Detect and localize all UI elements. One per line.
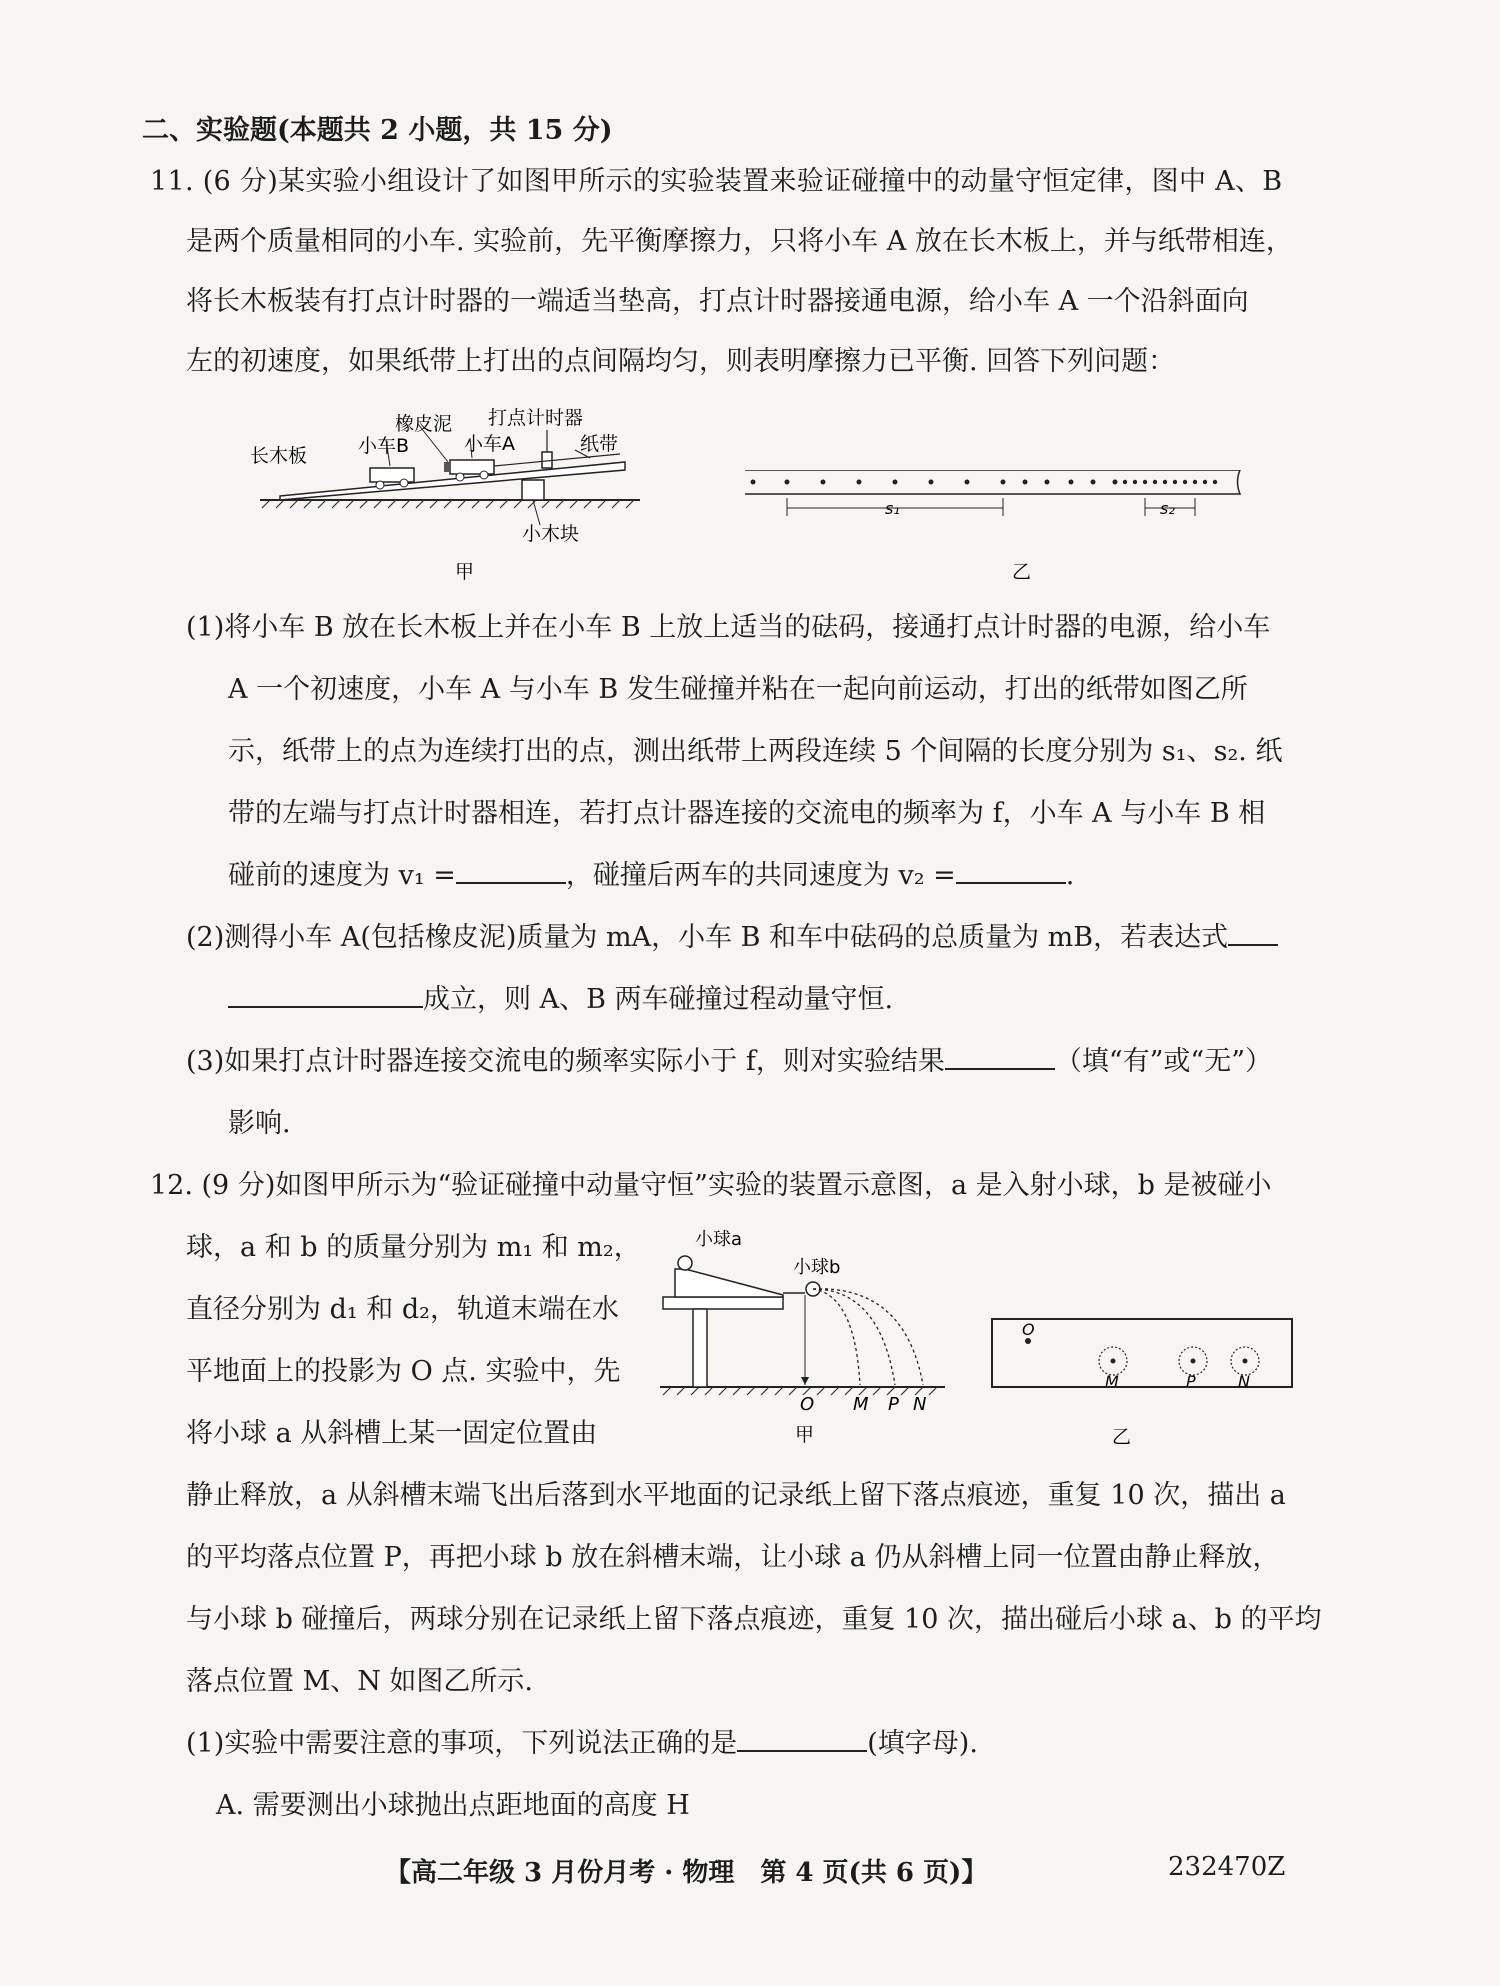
q12-p1-blank[interactable] xyxy=(737,1726,867,1752)
q11-p1-line-3: 示，纸带上的点为连续打出的点，测出纸带上两段连续 5 个间隔的长度分别为 s₁、s₂. 纸 xyxy=(228,736,1283,767)
q12-p1-hint: (填字母). xyxy=(867,1728,978,1759)
label-M: M xyxy=(853,1394,869,1415)
q11-figure-yi xyxy=(735,470,1255,590)
q11-figure-jia xyxy=(240,400,660,590)
q12-line-6: 静止释放，a 从斜槽末端飞出后落到水平地面的记录纸上留下落点痕迹，重复 10 次，描出 a xyxy=(186,1480,1286,1511)
yi-label-P: P xyxy=(1186,1372,1196,1391)
car-a-body xyxy=(450,460,494,474)
q11-p3-prompt: (3)如果打点计时器连接交流电的频率实际小于 f，则对实验结果 xyxy=(186,1046,945,1077)
q11-p3-blank[interactable] xyxy=(945,1044,1055,1070)
q12-option-a: A. 需要测出小球抛出点距地面的高度 H xyxy=(216,1790,690,1821)
q11-p2-blank-b[interactable] xyxy=(228,982,423,1008)
v2-prompt: ，碰撞后两车的共同速度为 v₂ = xyxy=(565,860,956,891)
car-b-body xyxy=(370,468,414,482)
label-clay: 橡皮泥 xyxy=(395,413,453,435)
v1-prompt: 碰前的速度为 v₁ = xyxy=(228,860,456,891)
label-block: 小木块 xyxy=(522,523,580,545)
q11-p1-line-2: A 一个初速度，小车 A 与小车 B 发生碰撞并粘在一起向前运动，打出的纸带如图乙所 xyxy=(228,674,1248,705)
label-P: P xyxy=(888,1394,899,1415)
q12-p1-prompt: (1)实验中需要注意的事项，下列说法正确的是 xyxy=(186,1728,738,1759)
footer-code: 232470Z xyxy=(1168,1852,1286,1882)
label-ball-b: 小球b xyxy=(793,1257,841,1278)
q11-p1-line-4: 带的左端与打点计时器相连，若打点计器连接的交流电的频率为 f，小车 A 与小车 B 相 xyxy=(228,798,1266,829)
label-O: O xyxy=(800,1394,815,1415)
q12-fig-jia-caption: 甲 xyxy=(795,1424,815,1446)
q12-left-line-2: 直径分别为 d₁ 和 d₂，轨道末端在水 xyxy=(186,1294,619,1325)
q11-line-4: 左的初速度，如果纸带上打出的点间隔均匀，则表明摩擦力已平衡. 回答下列问题： xyxy=(186,346,1176,377)
q12-fig-yi-caption: 乙 xyxy=(1112,1426,1132,1448)
tape-dots xyxy=(751,480,1218,485)
label-N: N xyxy=(913,1394,927,1415)
q11-line-3: 将长木板装有打点计时器的一端适当垫高，打点计时器接通电源，给小车 A 一个沿斜面向 xyxy=(186,286,1249,317)
q11-p2-line-1 xyxy=(186,918,1278,958)
q11-line-2: 是两个质量相同的小车. 实验前，先平衡摩擦力，只将小车 A 放在长木板上，并与纸带相连， xyxy=(186,226,1293,257)
q11-p2-line-2 xyxy=(228,980,893,1020)
q11-line-1: 11. (6 分)某实验小组设计了如图甲所示的实验装置来验证碰撞中的动量守恒定律，图中 A、B xyxy=(150,166,1283,197)
label-car-b: 小车B xyxy=(358,435,410,457)
v2-answer-blank[interactable] xyxy=(956,858,1066,884)
yi-label-N: N xyxy=(1238,1372,1250,1391)
s1-label: s₁ xyxy=(885,499,900,518)
q12-line-1: 12. (9 分)如图甲所示为“验证碰撞中动量守恒”实验的装置示意图，a 是入射小球，b 是被碰小 xyxy=(150,1170,1272,1201)
q12-left-line-4: 将小球 a 从斜槽上某一固定位置由 xyxy=(186,1418,598,1449)
q11-p3-line-2: 影响. xyxy=(228,1108,291,1139)
label-car-a: 小车A xyxy=(464,433,515,455)
q12-figure-yi xyxy=(988,1315,1308,1450)
q11-p3-hint: （填“有”或“无”） xyxy=(1054,1046,1273,1077)
q11-p2-suffix: 成立，则 A、B 两车碰撞过程动量守恒. xyxy=(423,984,894,1015)
v1-answer-blank[interactable] xyxy=(456,858,566,884)
q12-line-9: 落点位置 M、N 如图乙所示. xyxy=(186,1666,534,1697)
q11-p2-prompt: (2)测得小车 A(包括橡皮泥)质量为 mA，小车 B 和车中砝码的总质量为 mB，若表达式 xyxy=(186,922,1229,953)
q12-p1 xyxy=(186,1724,978,1764)
q11-p1-line-1: (1)将小车 B 放在长木板上并在小车 B 上放上适当的砝码，接通打点计时器的电源，给小车 xyxy=(186,612,1271,643)
q11-p3-line-1 xyxy=(186,1042,1272,1082)
footer-page-info: 【高二年级 3 月份月考 · 物理 第 4 页(共 6 页)】 xyxy=(385,1858,988,1888)
label-ball-a: 小球a xyxy=(695,1229,743,1250)
q11-p1-line-5 xyxy=(228,856,1074,896)
period: . xyxy=(1065,860,1075,891)
q12-left-line-1: 球，a 和 b 的质量分别为 m₁ 和 m₂， xyxy=(186,1232,641,1263)
yi-label-O: O xyxy=(1022,1320,1035,1339)
q11-p2-blank-a[interactable] xyxy=(1228,920,1278,946)
q12-line-8: 与小球 b 碰撞后，两球分别在记录纸上留下落点痕迹，重复 10 次，描出碰后小球 a、b 的平均 xyxy=(186,1604,1322,1635)
q12-figure-jia xyxy=(655,1225,955,1450)
yi-label-M: M xyxy=(1105,1372,1119,1391)
label-board: 长木板 xyxy=(250,445,308,467)
section-title: 二、实验题(本题共 2 小题，共 15 分) xyxy=(142,115,613,146)
label-timer: 打点计时器 xyxy=(488,407,584,429)
label-tape: 纸带 xyxy=(580,433,619,455)
q12-left-line-3: 平地面上的投影为 O 点. 实验中，先 xyxy=(186,1356,621,1387)
fig-yi-caption: 乙 xyxy=(1012,561,1032,583)
s2-label: s₂ xyxy=(1160,499,1175,518)
q12-line-7: 的平均落点位置 P，再把小球 b 放在斜槽末端，让小球 a 仍从斜槽上同一位置由静止释放， xyxy=(186,1542,1280,1573)
fig-jia-caption: 甲 xyxy=(455,561,475,583)
